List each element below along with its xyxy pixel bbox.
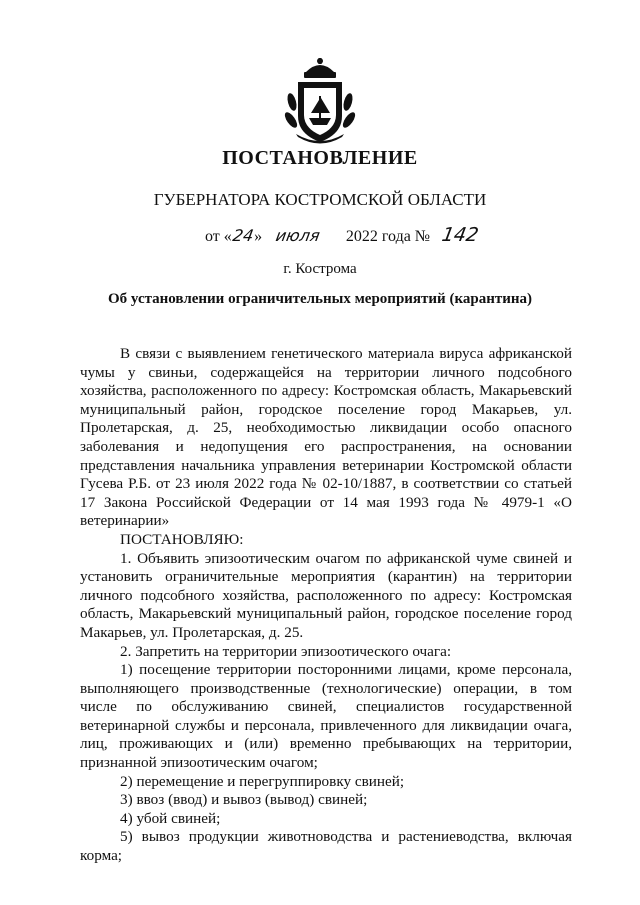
decree-word: ПОСТАНОВЛЯЮ: bbox=[120, 530, 244, 548]
date-open: от « bbox=[205, 228, 232, 245]
date-month: июля bbox=[274, 226, 322, 245]
subclause-5: 5) вывоз продукции животноводства и растениеводства, включая корма; bbox=[80, 828, 572, 865]
document-subtitle: ГУБЕРНАТОРА КОСТРОМСКОЙ ОБЛАСТИ bbox=[153, 190, 487, 209]
coat-of-arms-icon bbox=[282, 58, 358, 146]
subclause-2: 2) перемещение и перегруппировку свиней; bbox=[120, 772, 405, 790]
document-body bbox=[80, 345, 572, 866]
document-number: 142 bbox=[440, 224, 481, 246]
document-heading: Об установлении ограничительных мероприятий (карантина) bbox=[107, 291, 532, 307]
date-day: 24 bbox=[231, 226, 255, 245]
date-line bbox=[205, 224, 481, 246]
clause-2: 2. Запретить на территории эпизоотического очага: bbox=[120, 642, 452, 660]
date-close: » bbox=[254, 228, 263, 245]
subclause-1: 1) посещение территории посторонними лицами, кроме персонала, выполняющего производственные (технологические) операции, в том числе по обслуживанию свиней, специалистов государственной ветеринарной службы и персонала, привлеченного для ликвидации очага, лиц, проживающих и (или) временно пребывающих на территории, признанной эпизоотическим очагом; bbox=[80, 661, 572, 772]
subclause-3: 3) ввоз (ввод) и вывоз (вывод) свиней; bbox=[120, 791, 368, 809]
date-year: 2022 года № bbox=[345, 228, 431, 245]
preamble-paragraph: В связи с выявлением генетического материала вируса африканской чумы у свиньи, содержащейся на территории личного подсобного хозяйства, расположенного по адресу: Костромская область, Макарьевский муниципальный район, городское поселение город Макарьев, ул. Пролетарская, д. 25, необходимостью ликвидации особо опасного заболевания и недопущения его распространения, на основании представления начальника управления ветеринарии Костромской области Гусева Р.Б. от 23 июля 2022 года № 02-10/1887, в соответствии со статьей 17 Закона Российской Федерации от 14 мая 1993 года № 4979-1 «О ветеринарии» bbox=[80, 345, 572, 530]
subclause-4: 4) убой свиней; bbox=[120, 809, 221, 827]
document-title: ПОСТАНОВЛЕНИЕ bbox=[222, 147, 418, 169]
clause-1: 1. Объявить эпизоотическим очагом по африканской чуме свиней и установить ограничительные мероприятия (карантин) на территории личного подсобного хозяйства, расположенного по адресу: Костромская область, Макарьевский муниципальный район, городское поселение город Макарьев, ул. Пролетарская, д. 25. bbox=[80, 549, 572, 641]
city: г. Кострома bbox=[283, 261, 357, 277]
